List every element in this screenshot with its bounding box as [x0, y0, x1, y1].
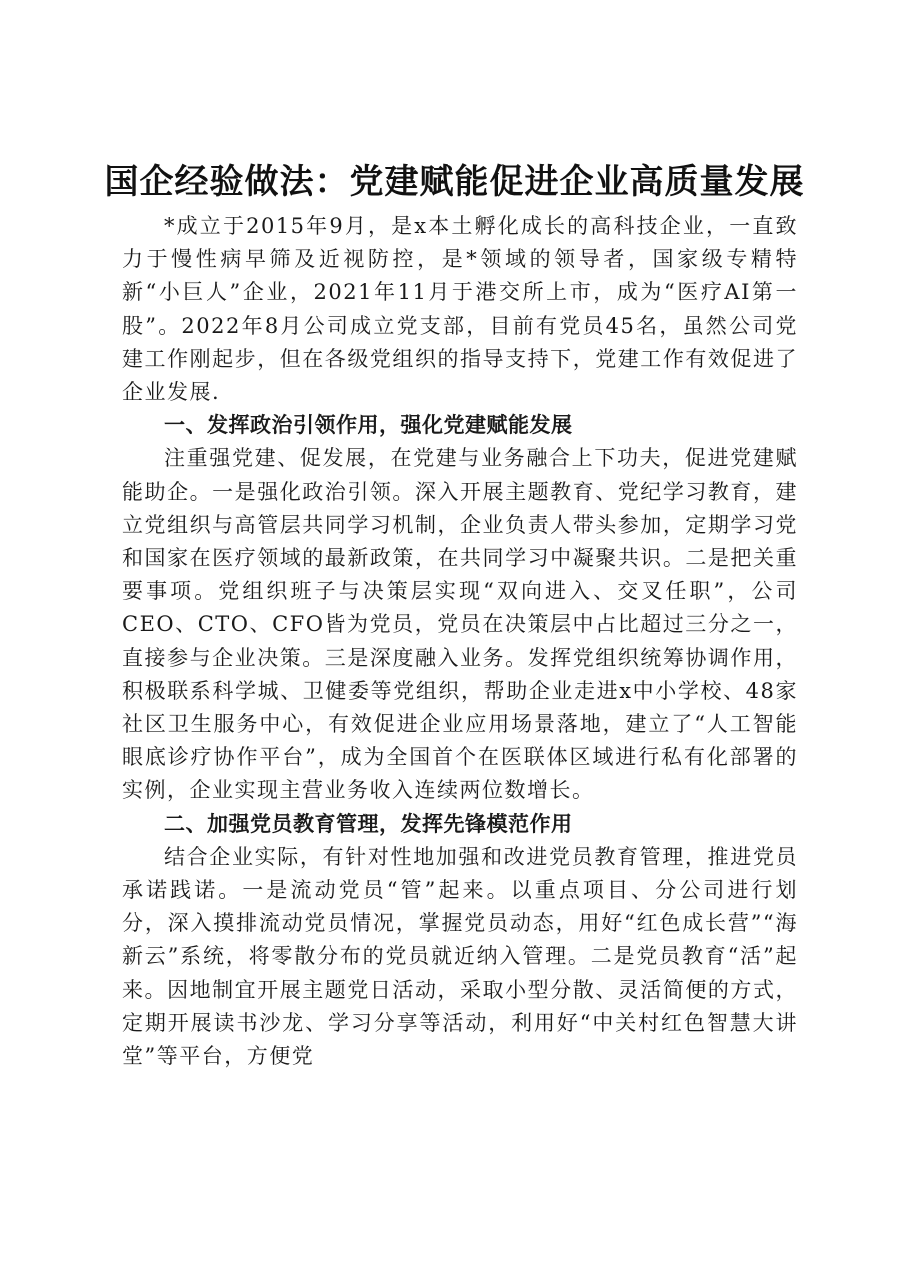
section-2-heading: 二、加强党员教育管理，发挥先锋模范作用 [164, 811, 573, 836]
section-2-paragraph: 结合企业实际，有针对性地加强和改进党员教育管理，推进党员承诺践诺。一是流动党员“管”起来。以重点项目、分公司进行划分，深入摸排流动党员情况，掌握党员动态，用好“红色成长营”“海新云”系统，将零散分布的党员就近纳入管理。二是党员教育“活”起来。因地制宜开展主题党日活动，采取小型分散、灵活简便的方式，定期开展读书沙龙、学习分享等活动，利用好“中关村红色智慧大讲堂”等平台，方便党 [122, 844, 798, 1069]
section-1-paragraph: 注重强党建、促发展，在党建与业务融合上下功夫，促进党建赋能助企。一是强化政治引领。深入开展主题教育、党纪学习教育，建立党组织与高管层共同学习机制，企业负责人带头参加，定期学习党和国家在医疗领域的最新政策，在共同学习中凝聚共识。二是把关重要事项。党组织班子与决策层实现“双向进入、交叉任职”，公司CEO、CTO、CFO皆为党员，党员在决策层中占比超过三分之一，直接参与企业决策。三是深度融入业务。发挥党组织统筹协调作用，积极联系科学城、卫健委等党组织，帮助企业走进x中小学校、48家社区卫生服务中心，有效促进企业应用场景落地，建立了“人工智能眼底诊疗协作平台”，成为全国首个在医联体区域进行私有化部署的实例，企业实现主营业务收入连续两位数增长。 [122, 446, 798, 803]
document-body [122, 210, 798, 1073]
document-title: 国企经验做法：党建赋能促进企业高质量发展 [104, 162, 805, 202]
intro-paragraph: *成立于2015年9月，是x本土孵化成长的高科技企业，一直致力于慢性病早筛及近视防控，是*领域的领导者，国家级专精特新“小巨人”企业，2021年11月于港交所上市，成为“医疗AI第一股”。2022年8月公司成立党支部，目前有党员45名，虽然公司党建工作刚起步，但在各级党组织的指导支持下，党建工作有效促进了企业发展. [122, 214, 798, 405]
section-1-heading: 一、发挥政治引领作用，强化党建赋能发展 [164, 413, 573, 438]
